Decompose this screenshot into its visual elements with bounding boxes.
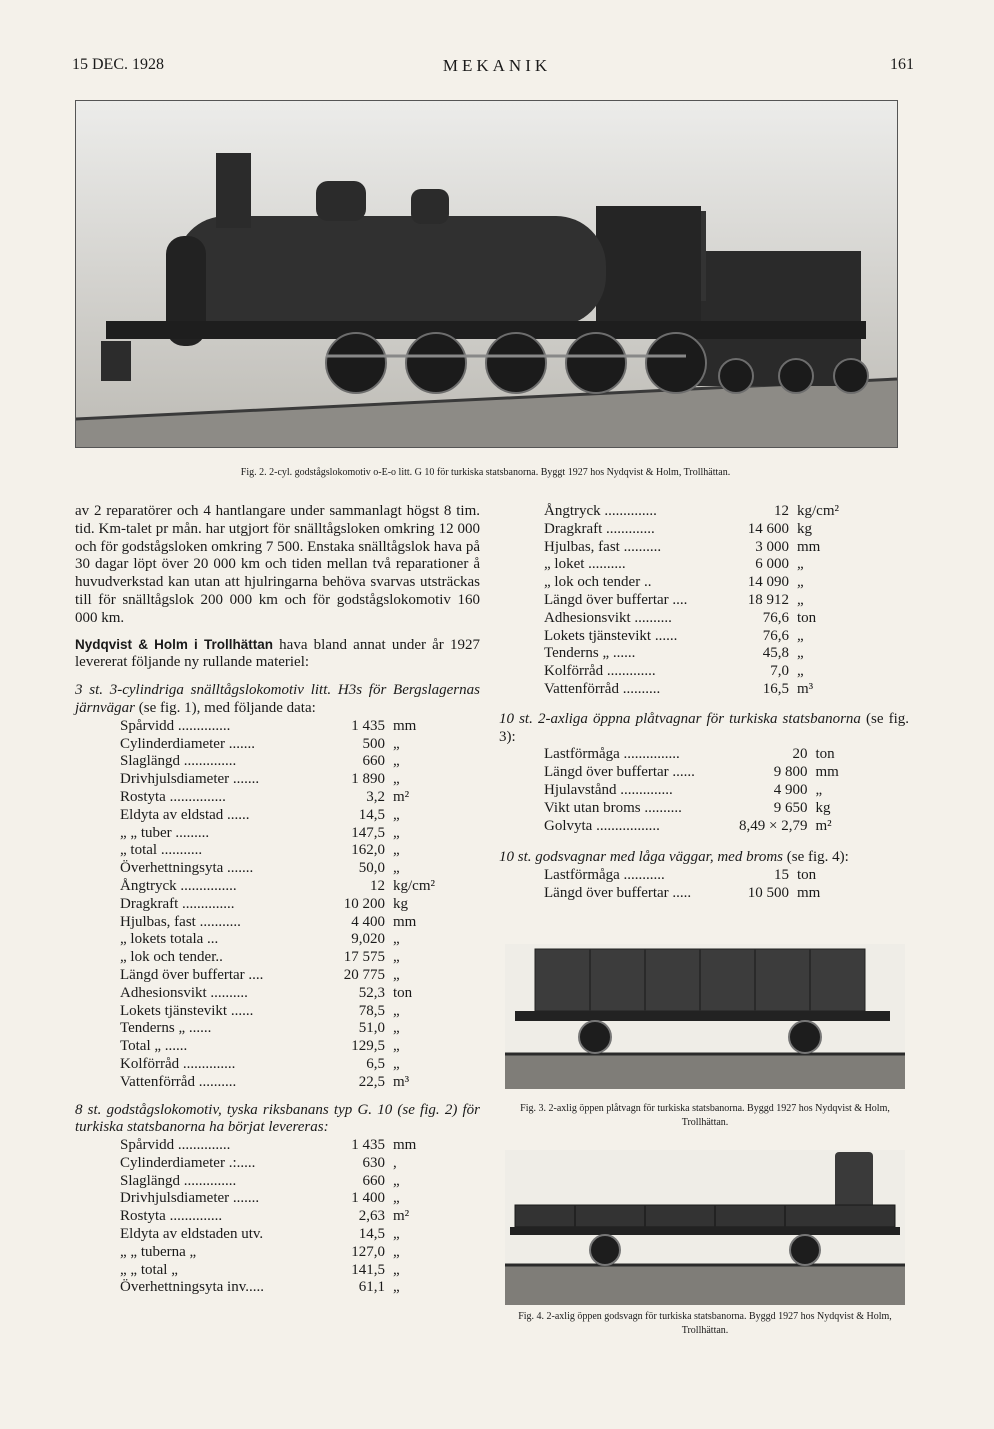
- figure-2-caption: Fig. 2. 2-cyl. godstågslokomotiv o-E-o litt. G 10 för turkiska statsbanorna. Byggt 1927 hos Nydqvist & Holm, Trollhättan.: [240, 467, 731, 478]
- spec-row: [120, 1173, 453, 1191]
- spec-value: 16,5: [762, 680, 789, 697]
- spec-value: 141,5: [351, 1261, 385, 1278]
- spec-value: 9 800: [773, 764, 808, 781]
- spec-label: Längd över buffertar .....: [544, 884, 692, 901]
- spec-unit: „: [393, 771, 400, 788]
- spec-row: [120, 753, 453, 771]
- spec-unit: „: [393, 824, 400, 841]
- spec-unit: mm: [393, 717, 417, 734]
- spec-value: 127,0: [351, 1243, 385, 1260]
- spec-table-express-loco: [120, 718, 453, 1092]
- plate-wagon-photo: [505, 944, 905, 1089]
- magazine-title: MEKANIK: [442, 56, 552, 75]
- spec-unit: kg: [815, 799, 831, 816]
- spec-unit: „: [393, 931, 400, 948]
- section-4-heading: [499, 849, 909, 867]
- spec-label: Tenderns „ ......: [544, 645, 636, 662]
- spec-unit: ton: [797, 609, 817, 626]
- spec-unit: „: [797, 574, 804, 591]
- spec-row: [120, 1226, 453, 1244]
- spec-row: [120, 1244, 453, 1262]
- locomotive-photo: [75, 100, 898, 448]
- spec-value: 630: [362, 1154, 385, 1171]
- spec-row: [544, 782, 875, 800]
- spec-label: Eldyta av eldstad ......: [120, 806, 250, 823]
- spec-label: Hjulbas, fast ...........: [120, 913, 241, 930]
- spec-value: 6,5: [366, 1055, 385, 1072]
- spec-label: Kolförråd .............: [544, 663, 656, 680]
- spec-row: [544, 592, 857, 610]
- spec-row: [120, 1003, 453, 1021]
- right-column: [499, 503, 909, 903]
- spec-label: Cylinderdiameter .:.....: [120, 1154, 256, 1171]
- spec-label: Adhesionsvikt ..........: [544, 609, 672, 626]
- spec-label: Ångtryck ...............: [120, 877, 237, 894]
- manufacturer-name: Nydqvist & Holm i Trollhättan: [75, 636, 273, 652]
- spec-unit: mm: [393, 1137, 417, 1154]
- spec-unit: m²: [393, 788, 410, 805]
- spec-row: [544, 610, 857, 628]
- spec-unit: ,: [393, 1154, 397, 1171]
- spec-row: [120, 1279, 453, 1297]
- spec-unit: „: [393, 966, 400, 983]
- spec-value: 4 400: [351, 913, 385, 930]
- spec-label: Adhesionsvikt ..........: [120, 984, 248, 1001]
- spec-label: „ lokets totala ...: [120, 931, 219, 948]
- spec-value: 12: [774, 503, 789, 519]
- spec-value: 14,5: [358, 1226, 385, 1243]
- spec-row: [544, 746, 875, 764]
- spec-label: Hjulbas, fast ..........: [544, 538, 662, 555]
- spec-value: 2,63: [358, 1208, 385, 1225]
- spec-value: 660: [362, 753, 385, 770]
- spec-unit: „: [393, 1190, 400, 1207]
- spec-row: [544, 521, 857, 539]
- section-1-heading: [75, 682, 480, 718]
- spec-unit: mm: [797, 884, 821, 901]
- locomotive-illustration: [76, 101, 897, 447]
- spec-unit: „: [815, 781, 823, 798]
- spec-unit: „: [393, 1279, 400, 1296]
- spec-row: [120, 1074, 453, 1092]
- spec-value: 6 000: [755, 556, 789, 573]
- spec-value: 45,8: [762, 645, 789, 662]
- spec-row: [544, 681, 857, 699]
- spec-value: 10 500: [747, 884, 789, 901]
- spec-unit: mm: [815, 764, 839, 781]
- spec-value: 162,0: [351, 842, 385, 859]
- spec-label: „ total ...........: [120, 842, 203, 859]
- spec-label: Lokets tjänstevikt ......: [544, 627, 678, 644]
- spec-label: Vattenförråd ..........: [544, 680, 661, 697]
- spec-row: [120, 985, 453, 1003]
- spec-unit: „: [393, 806, 400, 823]
- spec-unit: „: [797, 556, 804, 573]
- spec-label: Drivhjulsdiameter .......: [120, 1190, 260, 1207]
- spec-value: 78,5: [358, 1002, 385, 1019]
- spec-value: 7,0: [770, 663, 789, 680]
- spec-unit: kg/cm²: [393, 877, 435, 894]
- spec-row: [120, 789, 453, 807]
- goods-wagon-illustration: [505, 1150, 905, 1305]
- spec-row: [544, 645, 857, 663]
- spec-row: [544, 764, 875, 782]
- spec-unit: kg: [797, 520, 812, 537]
- left-column: [75, 503, 480, 1297]
- spec-label: Dragkraft .............: [544, 520, 655, 537]
- spec-value: 1 435: [351, 1137, 385, 1154]
- spec-label: Golvyta .................: [544, 817, 660, 834]
- spec-label: Lokets tjänstevikt ......: [120, 1002, 254, 1019]
- spec-label: Cylinderdiameter .......: [120, 735, 255, 752]
- spec-unit: „: [393, 860, 400, 877]
- spec-unit: mm: [797, 538, 821, 555]
- spec-value: 10 200: [343, 895, 385, 912]
- section-4-rest: (se fig. 4):: [783, 849, 849, 866]
- spec-label: Vattenförråd ..........: [120, 1073, 237, 1090]
- spec-row: [544, 800, 875, 818]
- spec-label: Vikt utan broms ..........: [544, 799, 682, 816]
- spec-value: 1 435: [351, 717, 385, 734]
- spec-unit: m³: [393, 1073, 410, 1090]
- spec-row: [120, 1038, 453, 1056]
- spec-label: Spårvidd ..............: [120, 717, 231, 734]
- spec-value: 147,5: [351, 824, 385, 841]
- spec-row: [120, 1155, 453, 1173]
- section-1-rest: (se fig. 1), med följande data:: [135, 699, 316, 716]
- spec-label: Drivhjulsdiameter .......: [120, 771, 260, 788]
- spec-row: [120, 736, 453, 754]
- spec-unit: „: [393, 1020, 400, 1037]
- spec-label: Längd över buffertar ....: [120, 966, 264, 983]
- section-1-title: 3 st. 3-cylindriga snälltågslokomotiv litt. H3s för Bergslagernas järnvägar: [75, 682, 480, 716]
- spec-row: [120, 1137, 453, 1155]
- spec-unit: ton: [815, 746, 835, 763]
- spec-unit: „: [393, 1002, 400, 1019]
- spec-table-low-wall-wagon: [544, 867, 857, 903]
- spec-label: „ lok och tender..: [120, 949, 223, 966]
- spec-value: 50,0: [358, 860, 385, 877]
- spec-value: 51,0: [358, 1020, 385, 1037]
- section-3-heading: [499, 711, 909, 747]
- spec-value: 8,49 × 2,79: [739, 817, 808, 834]
- spec-value: 9 650: [773, 799, 808, 816]
- spec-unit: „: [393, 1243, 400, 1260]
- spec-row: [120, 860, 453, 878]
- spec-unit: „: [797, 645, 804, 662]
- spec-label: Tenderns „ ......: [120, 1020, 212, 1037]
- spec-unit: kg: [393, 895, 408, 912]
- spec-unit: „: [797, 591, 804, 608]
- spec-table-plate-wagon: [544, 746, 875, 835]
- spec-row: [120, 718, 453, 736]
- spec-unit: m²: [815, 817, 832, 834]
- spec-unit: ton: [797, 867, 817, 884]
- spec-unit: „: [393, 753, 400, 770]
- spec-row: [120, 949, 453, 967]
- spec-unit: „: [393, 1055, 400, 1072]
- spec-row: [120, 896, 453, 914]
- spec-value: 76,6: [762, 609, 789, 626]
- spec-value: 500: [362, 735, 385, 752]
- spec-value: 22,5: [358, 1073, 385, 1090]
- manufacturer-text: hava bland annat under år 1927 levererat följande ny rullande materiel:: [75, 636, 480, 671]
- spec-value: 3 000: [755, 538, 789, 555]
- spec-unit: „: [797, 627, 804, 644]
- spec-row: [120, 807, 453, 825]
- spec-label: Slaglängd ..............: [120, 1172, 237, 1189]
- spec-label: Längd över buffertar ......: [544, 764, 695, 781]
- spec-label: Eldyta av eldstaden utv.: [120, 1226, 264, 1243]
- spec-value: 15: [774, 867, 789, 884]
- spec-value: 3,2: [366, 788, 385, 805]
- spec-label: „ „ tuber .........: [120, 824, 210, 841]
- spec-value: 17 575: [343, 949, 385, 966]
- spec-label: Lastförmåga ...............: [544, 746, 680, 763]
- spec-value: 20 775: [343, 966, 385, 983]
- spec-value: 1 400: [351, 1190, 385, 1207]
- section-3-title: 10 st. 2-axliga öppna plåtvagnar för turkiska statsbanorna: [499, 710, 861, 727]
- spec-value: 1 890: [351, 771, 385, 788]
- spec-value: 14,5: [358, 806, 385, 823]
- spec-unit: m³: [797, 680, 814, 697]
- spec-row: [120, 1208, 453, 1226]
- manufacturer-paragraph: [75, 636, 480, 673]
- spec-label: „ „ total „: [120, 1261, 178, 1278]
- spec-label: Överhettningsyta .......: [120, 860, 254, 877]
- spec-value: 61,1: [358, 1279, 385, 1296]
- spec-label: Rostyta ...............: [120, 788, 226, 805]
- spec-label: Hjulavstånd ..............: [544, 781, 673, 798]
- spec-label: Lastförmåga ...........: [544, 867, 665, 884]
- spec-unit: „: [393, 1226, 400, 1243]
- spec-value: 76,6: [762, 627, 789, 644]
- spec-row: [120, 825, 453, 843]
- spec-label: Total „ ......: [120, 1038, 188, 1055]
- spec-unit: ton: [393, 984, 413, 1001]
- spec-row: [544, 663, 857, 681]
- header-date: 15 DEC. 1928: [72, 56, 164, 73]
- spec-value: 52,3: [358, 984, 385, 1001]
- spec-value: 14 090: [747, 574, 789, 591]
- spec-row: [120, 1190, 453, 1208]
- spec-value: 9,020: [351, 931, 385, 948]
- spec-value: 18 912: [747, 591, 789, 608]
- spec-row: [544, 503, 857, 521]
- spec-unit: „: [393, 735, 400, 752]
- spec-unit: m²: [393, 1208, 410, 1225]
- spec-row: [120, 967, 453, 985]
- spec-row: [120, 878, 453, 896]
- spec-row: [120, 1020, 453, 1038]
- spec-unit: „: [797, 663, 804, 680]
- goods-wagon-photo: [505, 1150, 905, 1305]
- spec-value: 4 900: [773, 781, 808, 798]
- spec-row: [544, 628, 857, 646]
- spec-row: [544, 818, 875, 836]
- spec-unit: „: [393, 842, 400, 859]
- spec-label: Längd över buffertar ....: [544, 591, 688, 608]
- spec-unit: kg/cm²: [797, 503, 839, 519]
- spec-unit: „: [393, 949, 400, 966]
- plate-wagon-illustration: [505, 944, 905, 1089]
- spec-row: [120, 771, 453, 789]
- spec-row: [120, 914, 453, 932]
- spec-unit: „: [393, 1261, 400, 1278]
- spec-label: Ångtryck ..............: [544, 503, 657, 519]
- spec-unit: „: [393, 1038, 400, 1055]
- figure-4-caption: Fig. 4. 2-axlig öppen godsvagn för turkiska statsbanorna. Byggd 1927 hos Nydqvist & Holm, Trollhättan.: [518, 1311, 892, 1336]
- spec-label: Slaglängd ..............: [120, 753, 237, 770]
- spec-label: Dragkraft ..............: [120, 895, 235, 912]
- spec-row: [544, 556, 857, 574]
- spec-unit: mm: [393, 913, 417, 930]
- section-2-heading: 8 st. godstågslokomotiv, tyska riksbanans typ G. 10 (se fig. 2) för turkiska statsbanorna ha börjat levereras:: [75, 1101, 480, 1136]
- spec-table-goods-loco-continued: [544, 503, 857, 699]
- spec-row: [544, 574, 857, 592]
- spec-value: 20: [792, 746, 808, 763]
- spec-label: „ „ tuberna „: [120, 1243, 197, 1260]
- spec-row: [120, 931, 453, 949]
- spec-label: Överhettningsyta inv.....: [120, 1279, 265, 1296]
- spec-label: „ loket ..........: [544, 556, 626, 573]
- spec-value: 129,5: [351, 1038, 385, 1055]
- spec-value: 660: [362, 1172, 385, 1189]
- page-number: 161: [890, 56, 914, 73]
- spec-label: Spårvidd ..............: [120, 1137, 231, 1154]
- spec-label: „ lok och tender ..: [544, 574, 652, 591]
- figure-3-caption: Fig. 3. 2-axlig öppen plåtvagn för turkiska statsbanorna. Byggd 1927 hos Nydqvist & Holm, Trollhättan.: [520, 1103, 890, 1128]
- spec-row: [120, 1056, 453, 1074]
- spec-value: 12: [370, 877, 385, 894]
- spec-unit: „: [393, 1172, 400, 1189]
- spec-row: [544, 867, 857, 885]
- spec-row: [544, 885, 857, 903]
- section-3-rest: (se fig. 3):: [499, 710, 909, 745]
- section-4-title: 10 st. godsvagnar med låga väggar, med broms: [499, 849, 784, 866]
- intro-paragraph: av 2 reparatörer och 4 hantlangare under sammanlagt högst 8 tim. tid. Km-talet pr mån. har utgjort för snälltågsloken omkring 12 000 och för godstågsloken omkring 7 500. Enstaka snälltågslok hava på 30 dagar löpt över 20 000 km och tiden mellan två reparationer å huvudverkstad kan utan att hjulringarna behöva svarvas utsträckas till för snälltågslok 200 000 km och för godstågslokomotiv 160 000 km.: [75, 503, 480, 626]
- spec-row: [544, 539, 857, 557]
- spec-row: [120, 842, 453, 860]
- spec-label: Rostyta ..............: [120, 1208, 223, 1225]
- spec-table-goods-loco: [120, 1137, 453, 1297]
- spec-row: [120, 1262, 453, 1280]
- spec-value: 14 600: [747, 520, 789, 537]
- spec-label: Kolförråd ..............: [120, 1055, 236, 1072]
